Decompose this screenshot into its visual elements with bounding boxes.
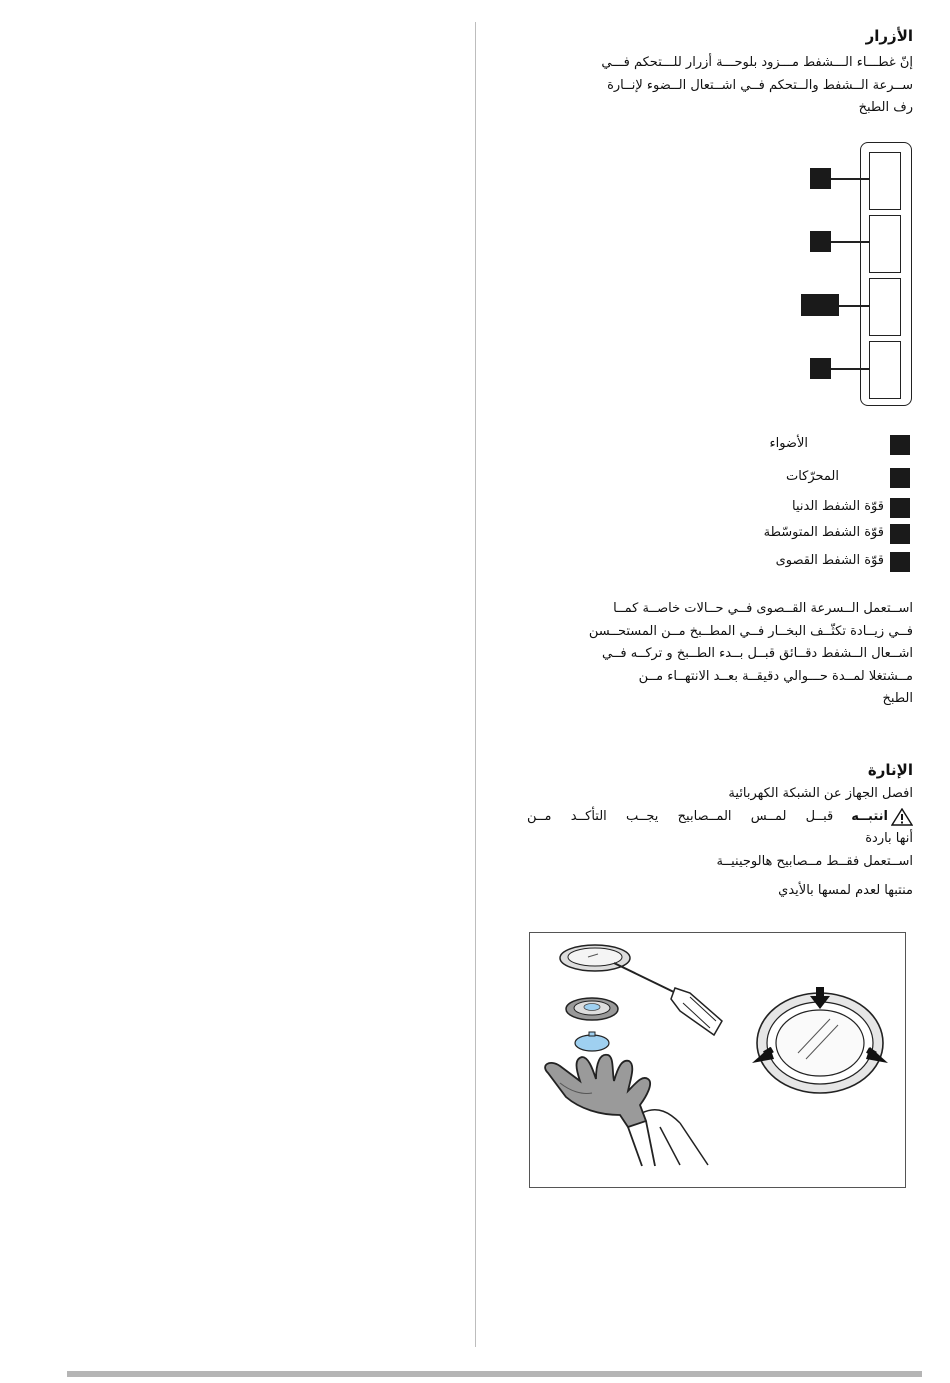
legend-label-min-power: قوّة الشفط الدنيا [792,499,884,514]
lamp-replacement-illustration [529,932,906,1188]
usage-note-line: الطبخ [882,691,913,706]
lighting-line: اســتعمل فقــط مــصابيح هالوجينيــة [716,853,913,869]
legend-label-mid-power: قوّة الشفط المتوسّطة [763,525,884,540]
screwdriver-icon [614,963,722,1035]
warning-line [527,806,913,829]
panel-button [869,152,901,210]
usage-note [527,598,913,711]
legend-label-max-power: قوّة الشفط القصوى [775,553,884,568]
section-title-lighting: الإنارة [867,761,913,779]
usage-note-line: مــشتغلا لمــدة حـــوالي دقيقــة بعــد الانتهــاء مــن [638,668,913,684]
callout-line [831,178,869,180]
usage-note-line: فــي زيــادة تكثّــف البخــار فــي المطــبخ مــن المستحــسن [588,623,913,639]
warning-text: قبــل لمــس المــصابيح يجــب التأكــد مــن [527,808,834,824]
panel-button [869,278,901,336]
buttons-intro [527,52,913,120]
callout-line [831,368,869,370]
callout-line [831,241,869,243]
buttons-intro-line: ســرعة الــشفط والــتحكم فــي اشــتعال الــضوء لإنــارة [607,77,913,93]
lamp-replacement-drawing [530,933,905,1187]
column-divider [475,22,476,1347]
callout-line [839,305,869,307]
usage-note-line: اشــعال الــشفط دقــائق قبــل بــدء الطــبخ و تركــه فــي [601,646,913,661]
legend-key [890,498,910,518]
panel-button [869,215,901,273]
lamp-cover-icon [560,945,630,971]
usage-note-line: اســتعمل الــسرعة القــصوى فــي حــالات خاصــة كمــا [613,601,913,616]
buttons-intro-line: رف الطبخ [858,100,913,115]
callout-square [810,168,831,189]
lighting-line: افصل الجهاز عن الشبكة الكهربائية [728,786,913,801]
legend-key [890,552,910,572]
legend-label-motors: المحرّكات [785,469,839,484]
callout-square [810,358,831,379]
section-title-buttons: الأزرار [865,27,913,45]
lighting-line: أنها باردة [865,831,913,846]
legend-key [890,524,910,544]
halogen-bulb-icon [575,1032,609,1051]
warning-label: انتبــه [851,808,888,824]
callout-square [810,231,831,252]
buttons-intro-line: إنّ غطـــاء الـــشفط مـــزود بلوحـــة أزرار للـــتحكم فـــي [601,55,913,70]
lighting-instructions [527,783,913,873]
legend-key [890,468,910,488]
glove-icon [545,1055,708,1166]
footer-rule [67,1371,922,1377]
lighting-line: منتبها لعدم لمسها بالأيدي [778,883,913,898]
legend-key [890,435,910,455]
warning-triangle-icon [891,808,913,826]
legend-label-lights: الأضواء [769,436,808,451]
callout-square [801,294,839,316]
bulb-holder-icon [566,998,618,1020]
panel-button [869,341,901,399]
